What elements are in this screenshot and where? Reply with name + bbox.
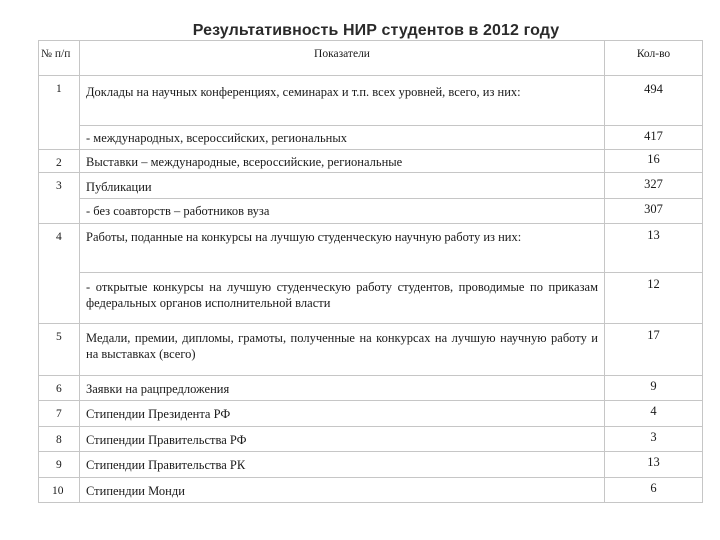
row-num: [39, 199, 80, 224]
row-count: 327: [605, 173, 703, 199]
row-count: 3: [605, 427, 703, 452]
row-indicator: Стипендии Правительства РК: [80, 452, 605, 478]
header-indicator: Показатели: [80, 41, 605, 76]
row-indicator: Работы, поданные на конкурсы на лучшую студенческую научную работу из них:: [80, 224, 605, 273]
row-count: 13: [605, 452, 703, 478]
results-table: [38, 40, 703, 503]
row-num: 2: [39, 150, 80, 173]
row-indicator: Выставки – международные, всероссийские, региональные: [80, 150, 605, 173]
table-row: [39, 150, 703, 173]
row-num: 7: [39, 401, 80, 427]
row-num: 6: [39, 376, 80, 401]
header-count: Кол-во: [605, 41, 703, 76]
row-count: 9: [605, 376, 703, 401]
row-count: 494: [605, 76, 703, 126]
table-row: [39, 224, 703, 273]
row-num: 3: [39, 173, 80, 199]
table-row: [39, 273, 703, 324]
table-row: [39, 452, 703, 478]
row-indicator: Стипендии Президента РФ: [80, 401, 605, 427]
page-title: Результативность НИР студентов в 2012 году: [192, 22, 560, 39]
row-count: 17: [605, 324, 703, 376]
table-row: [39, 324, 703, 376]
header-num: № п/п: [39, 41, 80, 76]
row-num: 10: [39, 478, 80, 503]
row-indicator: Доклады на научных конференциях, семинарах и т.п. всех уровней, всего, из них:: [80, 76, 605, 126]
table-row: [39, 126, 703, 150]
table-row: [39, 173, 703, 199]
row-count: 417: [605, 126, 703, 150]
table-header-row: [39, 41, 703, 76]
table-row: [39, 199, 703, 224]
row-indicator: - открытые конкурсы на лучшую студенческую работу студентов, проводимые по приказам федеральных органов исполнительной власти: [80, 273, 605, 324]
table-row: [39, 76, 703, 126]
row-num: 1: [39, 76, 80, 126]
row-count: 4: [605, 401, 703, 427]
row-indicator: Медали, премии, дипломы, грамоты, полученные на конкурсах на лучшую научную работу и на выставках (всего): [80, 324, 605, 376]
row-count: 16: [605, 150, 703, 173]
row-num: 4: [39, 224, 80, 273]
table-row: [39, 401, 703, 427]
row-count: 307: [605, 199, 703, 224]
table-row: [39, 478, 703, 503]
row-indicator: - без соавторств – работников вуза: [80, 199, 605, 224]
row-num: 5: [39, 324, 80, 376]
row-num: [39, 126, 80, 150]
table-row: [39, 427, 703, 452]
row-indicator: Публикации: [80, 173, 605, 199]
row-indicator: Заявки на рацпредложения: [80, 376, 605, 401]
row-indicator: - международных, всероссийских, региональных: [80, 126, 605, 150]
row-count: 13: [605, 224, 703, 273]
row-num: 9: [39, 452, 80, 478]
table-row: [39, 376, 703, 401]
row-count: 6: [605, 478, 703, 503]
row-indicator: Стипендии Монди: [80, 478, 605, 503]
row-num: 8: [39, 427, 80, 452]
row-num: [39, 273, 80, 324]
row-count: 12: [605, 273, 703, 324]
row-indicator: Стипендии Правительства РФ: [80, 427, 605, 452]
